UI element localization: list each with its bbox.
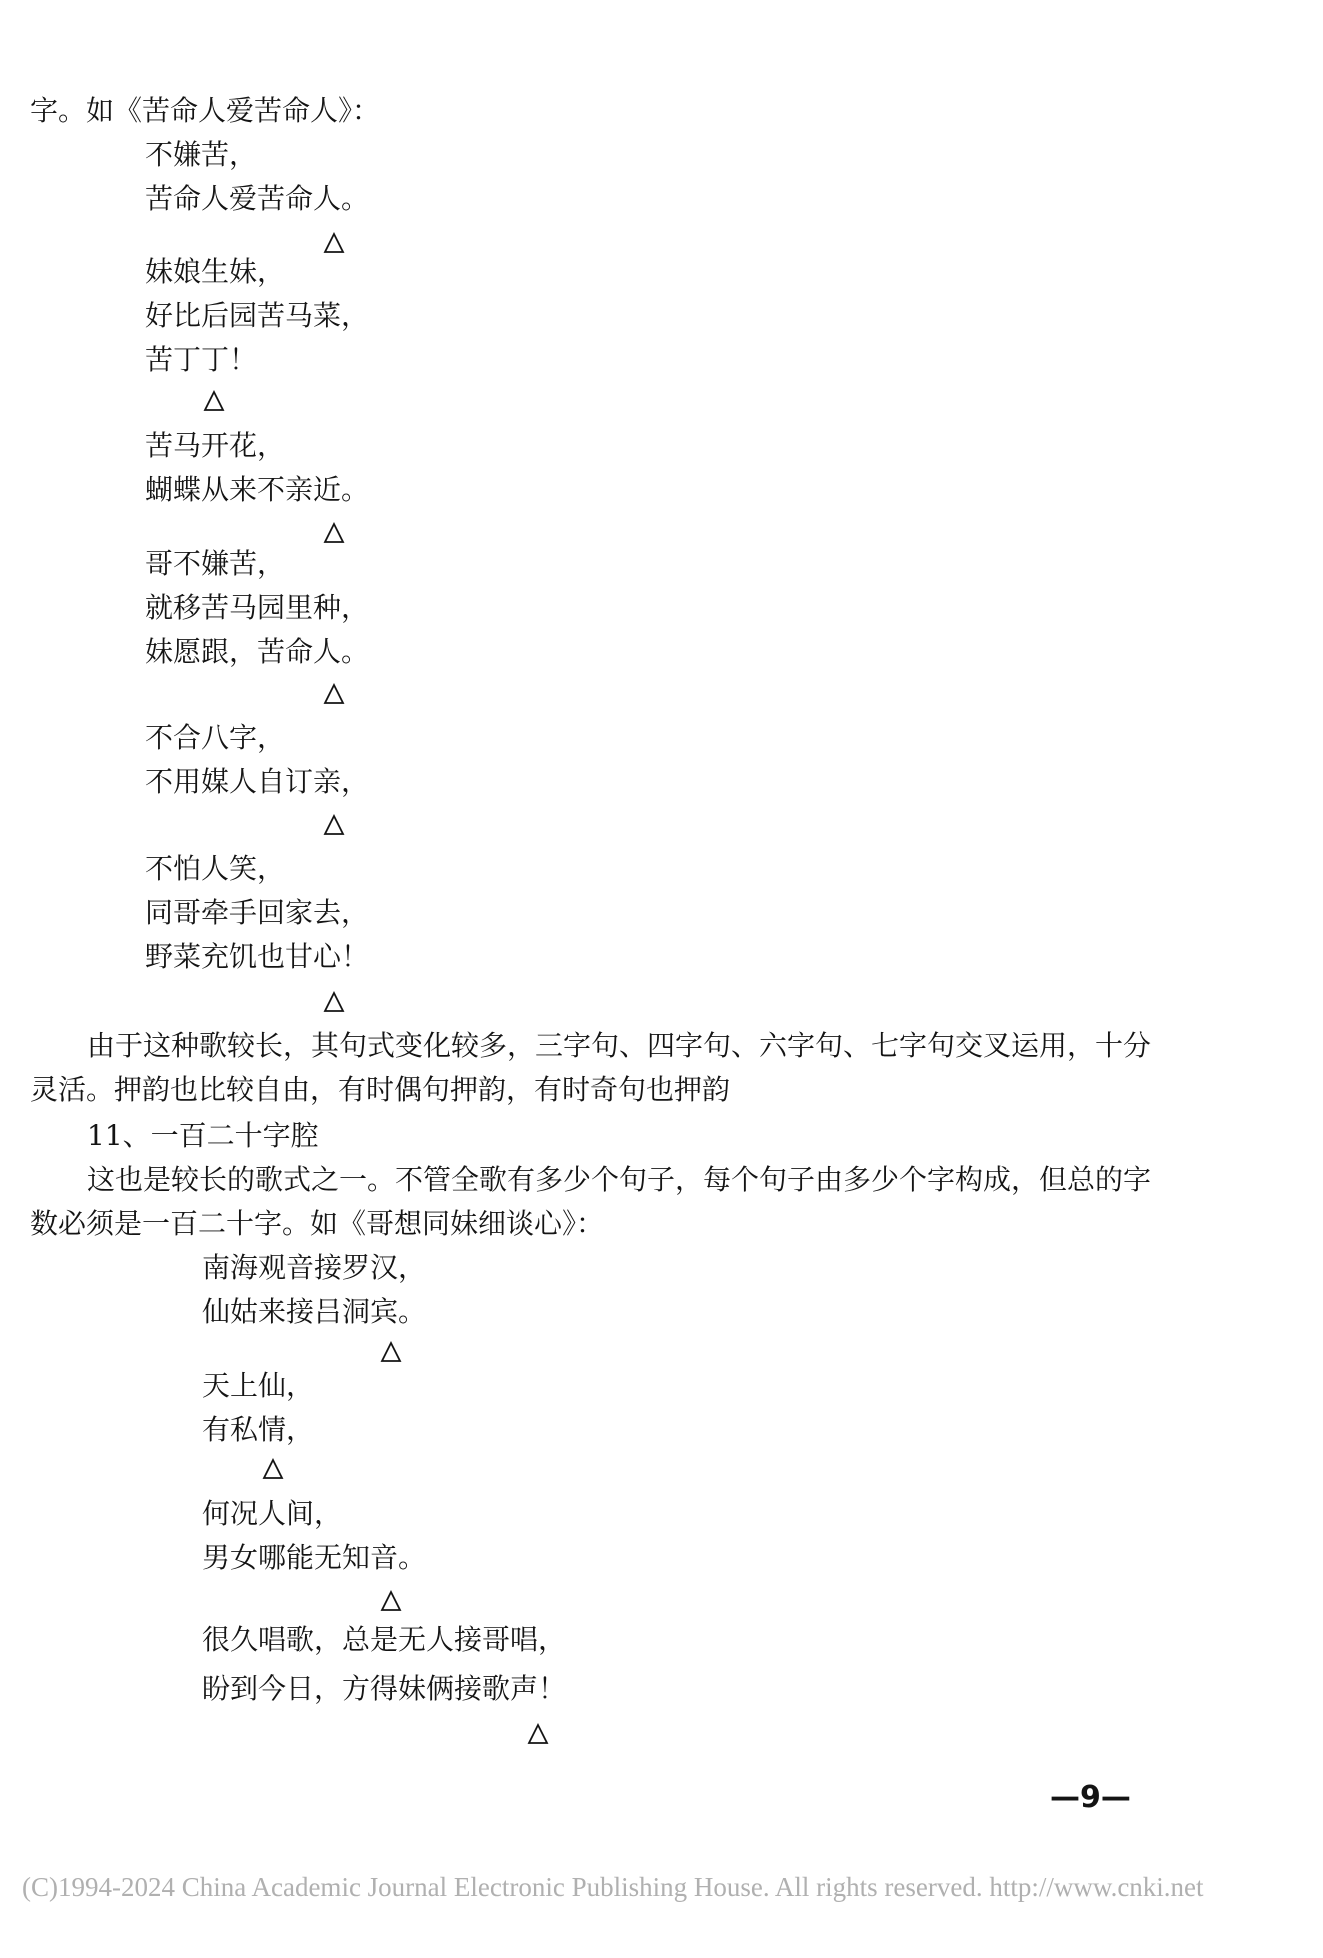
triangle-marker-icon: [203, 390, 225, 412]
poem1-line-9: 就移苦马园里种，: [145, 591, 370, 624]
poem1-line-7: 蝴蝶从来不亲近。: [145, 473, 370, 506]
copyright-footer: (C)1994-2024 China Academic Journal Electronic Publishing House. All rights reserved. http://www.cnki.net: [22, 1872, 1204, 1902]
section-heading: 11、一百二十字腔: [87, 1119, 319, 1152]
triangle-marker-icon: [527, 1723, 549, 1745]
triangle-marker-icon: [323, 991, 345, 1013]
poem1-line-12: 不用媒人自订亲，: [145, 765, 370, 798]
poem1-line-11: 不合八字，: [145, 721, 286, 754]
para1-line-2: 灵活。押韵也比较自由，有时偶句押韵，有时奇句也押韵: [30, 1073, 731, 1106]
poem2-line-3: 天上仙，: [202, 1369, 315, 1402]
poem1-line-4: 好比后园苦马菜，: [145, 299, 370, 332]
poem1-line-8: 哥不嫌苦，: [145, 547, 286, 580]
poem2-line-8: 盼到今日，方得妹俩接歌声！: [202, 1672, 567, 1705]
triangle-marker-icon: [323, 232, 345, 254]
poem1-line-6: 苦马开花，: [145, 429, 286, 462]
triangle-marker-icon: [323, 522, 345, 544]
poem2-line-2: 仙姑来接吕洞宾。: [202, 1295, 427, 1328]
para2-line-1: 这也是较长的歌式之一。不管全歌有多少个句子，每个句子由多少个字构成，但总的字: [87, 1163, 1152, 1196]
para1-line-1: 由于这种歌较长，其句式变化较多，三字句、四字句、六字句、七字句交叉运用，十分: [87, 1029, 1152, 1062]
poem1-line-14: 同哥牵手回家去，: [145, 896, 370, 929]
poem2-line-4: 有私情，: [202, 1413, 315, 1446]
poem2-line-5: 何况人间，: [202, 1497, 343, 1530]
triangle-marker-icon: [380, 1341, 402, 1363]
poem1-line-10: 妹愿跟，苦命人。: [145, 635, 370, 668]
poem1-line-2: 苦命人爱苦命人。: [145, 182, 370, 215]
triangle-marker-icon: [323, 814, 345, 836]
poem1-line-5: 苦丁丁！: [145, 343, 258, 376]
poem1-line-13: 不怕人笑，: [145, 852, 286, 885]
intro-line: 字。如《苦命人爱苦命人》：: [30, 94, 381, 127]
triangle-marker-icon: [262, 1458, 284, 1480]
poem2-line-1: 南海观音接罗汉，: [202, 1251, 427, 1284]
triangle-marker-icon: [323, 683, 345, 705]
page-number: —9—: [1050, 1780, 1131, 1815]
poem2-line-6: 男女哪能无知音。: [202, 1541, 427, 1574]
triangle-marker-icon: [380, 1590, 402, 1612]
poem1-line-15: 野菜充饥也甘心！: [145, 940, 370, 973]
poem1-line-3: 妹娘生妹，: [145, 255, 286, 288]
poem2-line-7: 很久唱歌，总是无人接哥唱，: [202, 1623, 567, 1656]
poem1-line-1: 不嫌苦，: [145, 138, 258, 171]
para2-line-2: 数必须是一百二十字。如《哥想同妹细谈心》：: [30, 1207, 605, 1240]
